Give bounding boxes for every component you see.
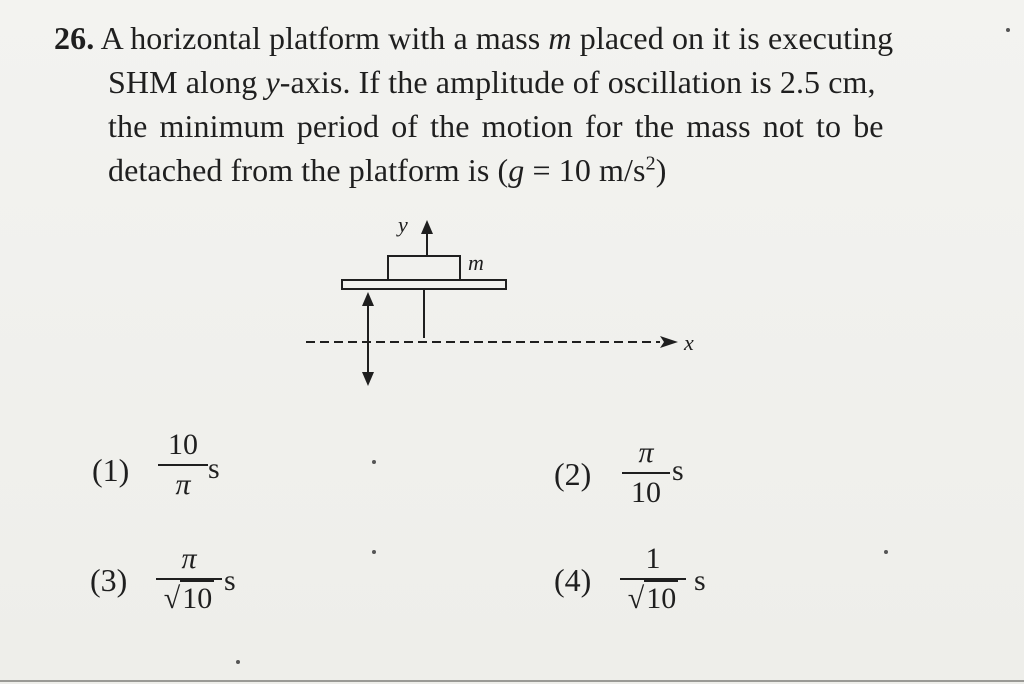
question-text-4c: ) xyxy=(655,152,667,188)
speck xyxy=(236,660,240,664)
denominator xyxy=(156,582,222,616)
x-axis-label: x xyxy=(684,330,694,355)
denominator: 10 xyxy=(631,476,661,509)
radicand: 10 xyxy=(182,582,213,615)
axis-variable: y xyxy=(265,64,280,100)
speck xyxy=(1006,28,1010,32)
numerator: 10 xyxy=(168,428,198,461)
y-axis-arrowhead xyxy=(421,220,433,234)
question-text-3: the minimum period of the motion for the mass not to be xyxy=(108,108,884,144)
option-3 xyxy=(90,542,260,642)
denominator: π xyxy=(175,468,191,501)
question-text-1b: placed on it is executing xyxy=(571,20,894,56)
numerator: π xyxy=(181,542,197,575)
option-label: (1) xyxy=(92,452,130,488)
x-axis-arrowhead xyxy=(660,336,678,348)
question-line-2 xyxy=(108,62,876,102)
bottom-edge xyxy=(0,680,1024,682)
fraction-bar xyxy=(622,472,670,474)
option-fraction xyxy=(158,428,208,502)
option-fraction xyxy=(620,542,686,616)
mass-label: m xyxy=(468,250,484,275)
oscillation-arrow-down xyxy=(362,372,374,386)
numerator: 1 xyxy=(645,542,661,575)
platform xyxy=(342,280,506,289)
question-line-1 xyxy=(54,18,893,58)
question-text-4a: detached from the platform is ( xyxy=(108,152,509,188)
question-text-2a: SHM along xyxy=(108,64,266,100)
question-text-2b: -axis. If the amplitude of oscillation is 2.5 cm, xyxy=(279,64,876,100)
option-fraction xyxy=(622,436,670,510)
speck xyxy=(372,460,376,464)
mass-block xyxy=(388,256,460,280)
unit: s xyxy=(208,452,220,485)
denominator xyxy=(620,582,686,616)
unit: s xyxy=(694,564,706,597)
oscillation-arrow-up xyxy=(362,292,374,306)
option-fraction xyxy=(156,542,222,616)
option-label: (4) xyxy=(554,562,592,598)
square-root: √10 xyxy=(163,582,213,615)
gravity-variable: g xyxy=(508,152,525,188)
option-label: (3) xyxy=(90,562,128,598)
option-1 xyxy=(92,428,242,526)
unit: s xyxy=(224,564,236,597)
question-text-1a: A horizontal platform with a mass xyxy=(100,20,549,56)
question-text-4b: = 10 m/s xyxy=(524,152,646,188)
unit: s xyxy=(672,454,684,487)
option-4 xyxy=(554,542,724,642)
option-2 xyxy=(554,436,714,532)
platform-diagram xyxy=(300,208,720,398)
speck xyxy=(884,550,888,554)
fraction-bar xyxy=(158,464,208,466)
y-axis-label: y xyxy=(398,212,408,237)
radicand: 10 xyxy=(646,582,677,615)
square-root: √10 xyxy=(627,582,677,615)
exponent: 2 xyxy=(645,152,656,175)
question-line-3 xyxy=(108,106,884,146)
question-line-4 xyxy=(108,150,666,190)
mass-variable: m xyxy=(548,20,572,56)
speck xyxy=(372,550,376,554)
option-label: (2) xyxy=(554,456,592,492)
question-number: 26. xyxy=(54,20,95,56)
numerator: π xyxy=(638,436,654,469)
